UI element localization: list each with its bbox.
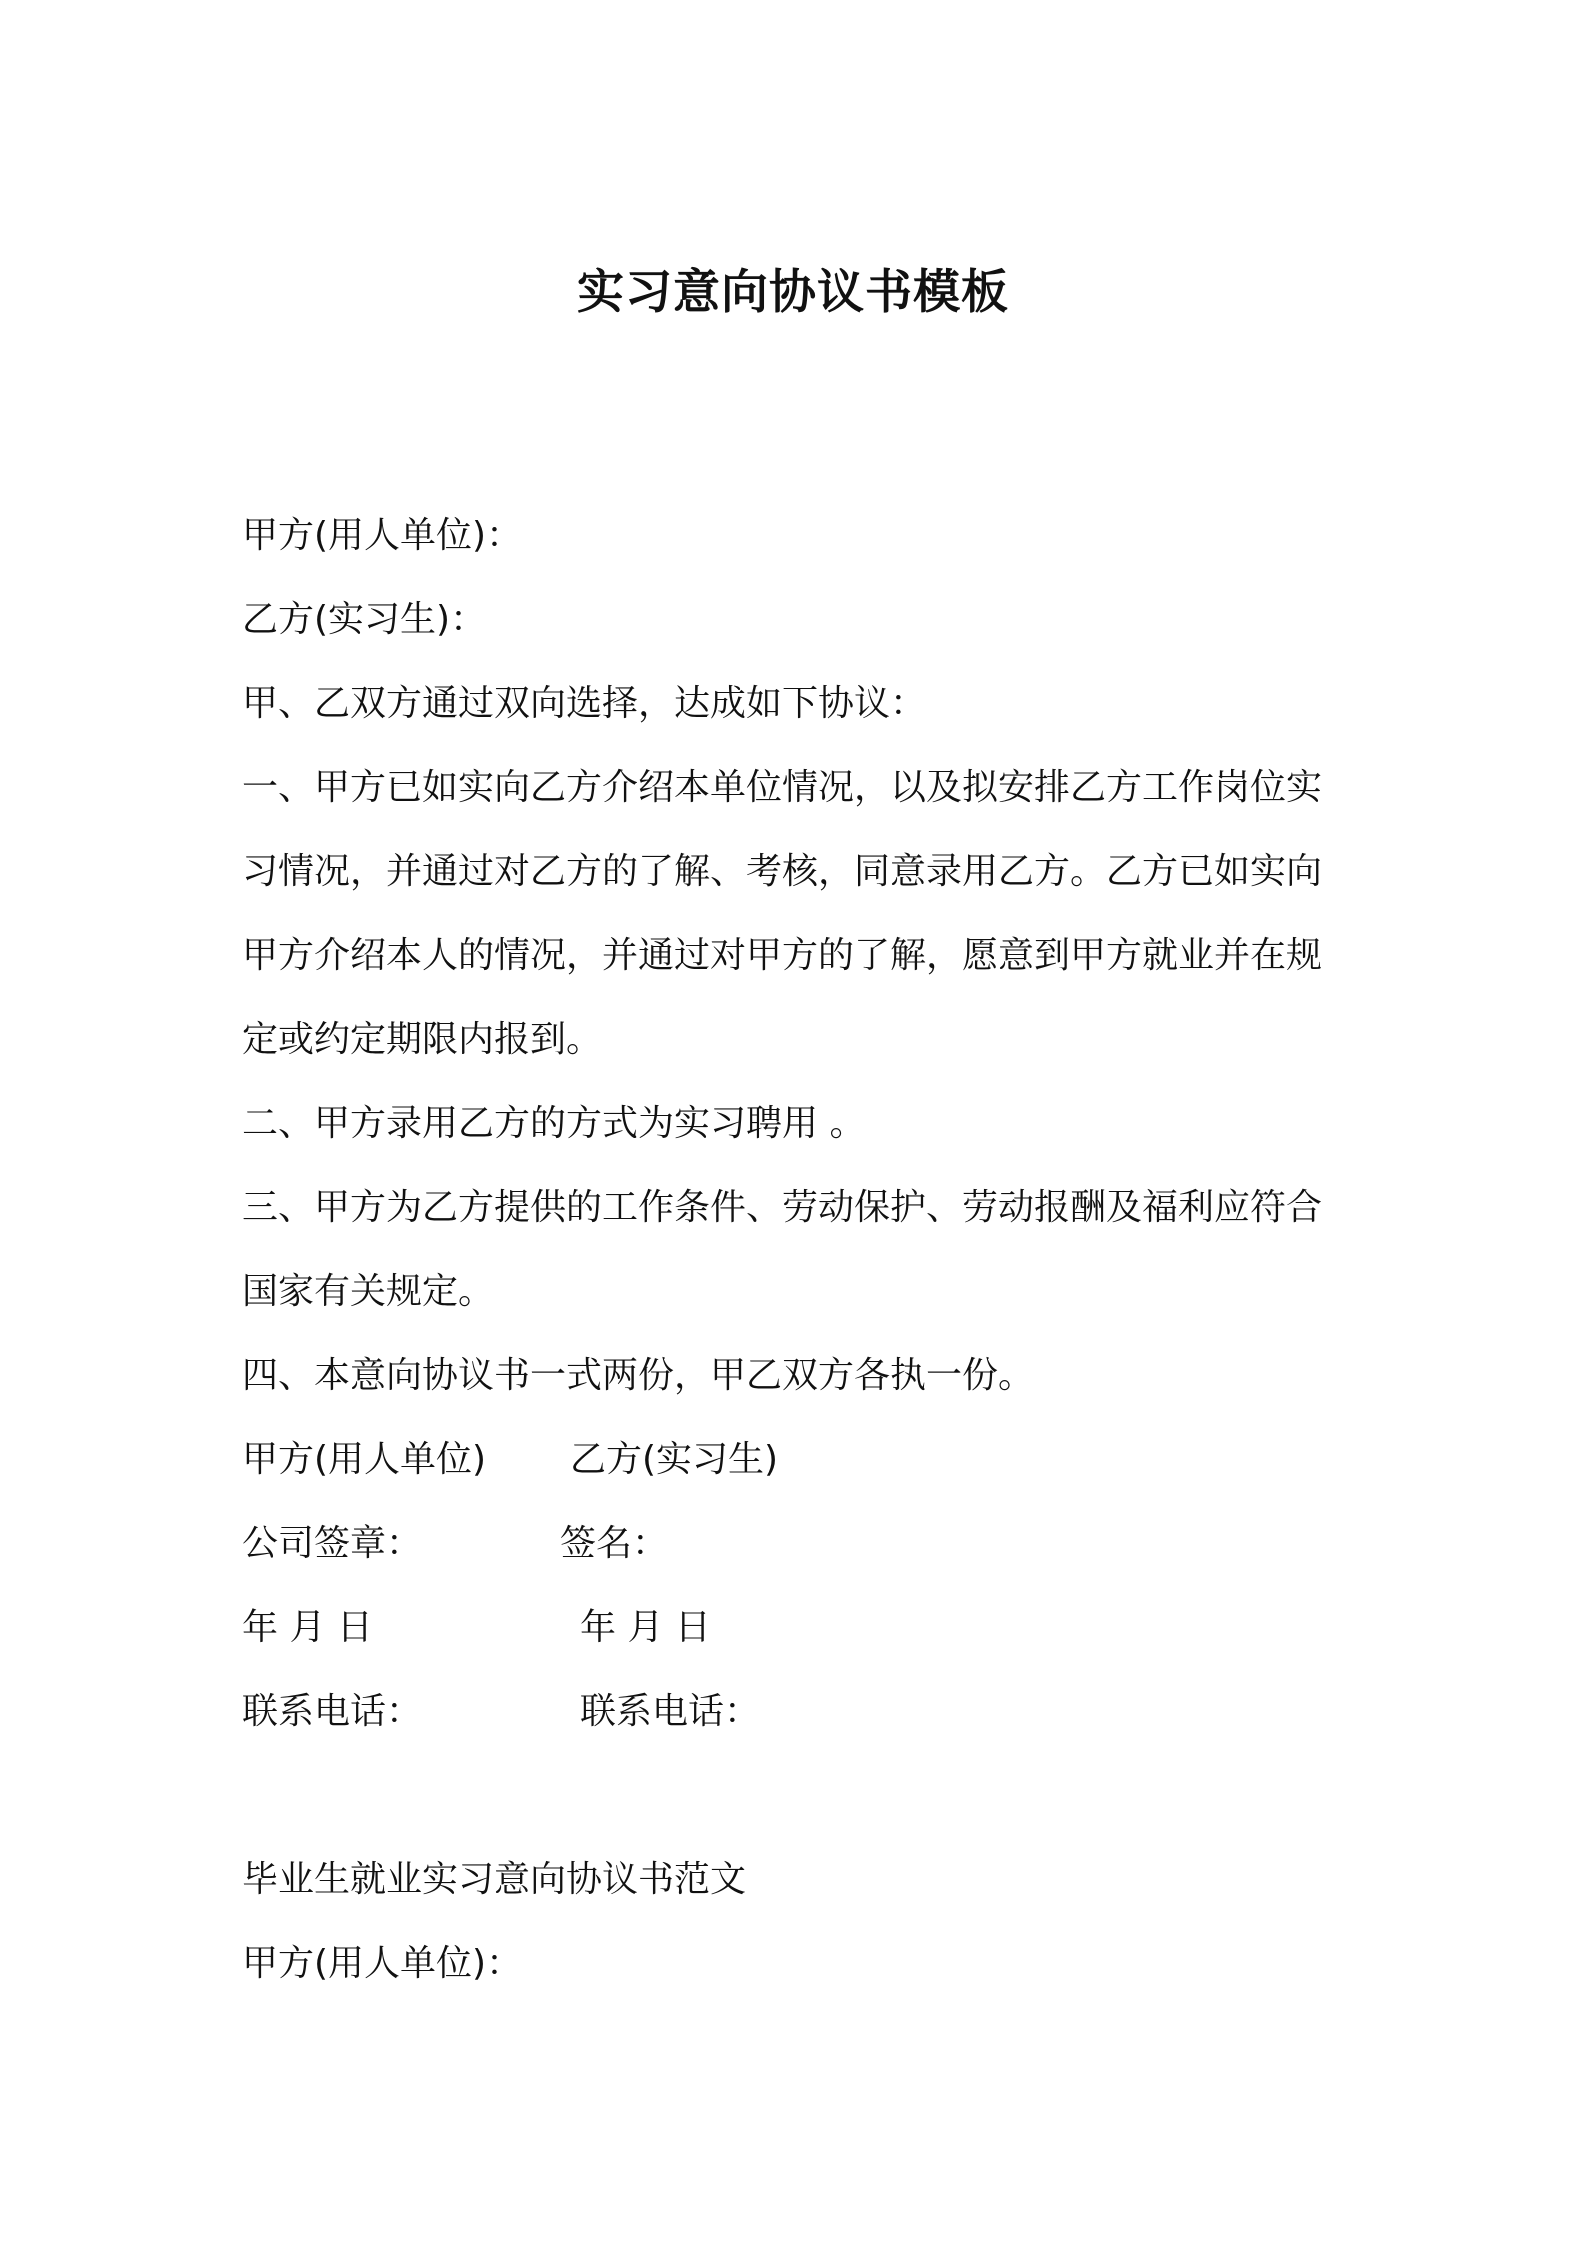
clause-1-line: 习情况，并通过对乙方的了解、考核，同意录用乙方。乙方已如实向 [242,851,1323,892]
signature-seal-row [242,1502,1362,1586]
party-a-phone-label: 联系电话： [242,1691,423,1732]
clause-1-line: 一、甲方已如实向乙方介绍本单位情况，以及拟安排乙方工作岗位实 [242,767,1323,808]
party-a-line: 甲方(用人单位)： [242,515,523,556]
clause-3-line: 国家有关规定。 [242,1271,495,1312]
signature-label: 签名： [560,1523,669,1564]
party-a-date: 年 月 日 [242,1607,373,1648]
signature-phone-row [242,1670,1362,1754]
document-body [242,494,1362,2006]
section-gap [242,1754,1362,1838]
signature-party-a: 甲方(用人单位) [242,1439,487,1480]
clause-2-line: 二、甲方录用乙方的方式为实习聘用 。 [242,1103,866,1144]
clause-3-line: 三、甲方为乙方提供的工作条件、劳动保护、劳动报酬及福利应符合 [242,1187,1323,1228]
clause-1-line: 定或约定期限内报到。 [242,1019,603,1060]
clause-4-line: 四、本意向协议书一式两份，甲乙双方各执一份。 [242,1355,1035,1396]
document-title: 实习意向协议书模板 [577,265,1009,320]
intro-line: 甲、乙双方通过双向选择，达成如下协议： [242,683,927,724]
party-b-line: 乙方(实习生)： [242,599,487,640]
party-b-date: 年 月 日 [580,1607,711,1648]
party-b-phone-label: 联系电话： [580,1691,761,1732]
signature-party-b: 乙方(实习生) [570,1439,779,1480]
clause-1-line: 甲方介绍本人的情况，并通过对甲方的了解，愿意到甲方就业并在规 [242,935,1323,976]
signature-parties-row [242,1418,1362,1502]
sample-title: 毕业生就业实习意向协议书范文 [242,1859,747,1900]
company-seal-label: 公司签章： [242,1523,423,1564]
signature-date-row [242,1586,1362,1670]
sample-party-a-line: 甲方(用人单位)： [242,1943,523,1984]
